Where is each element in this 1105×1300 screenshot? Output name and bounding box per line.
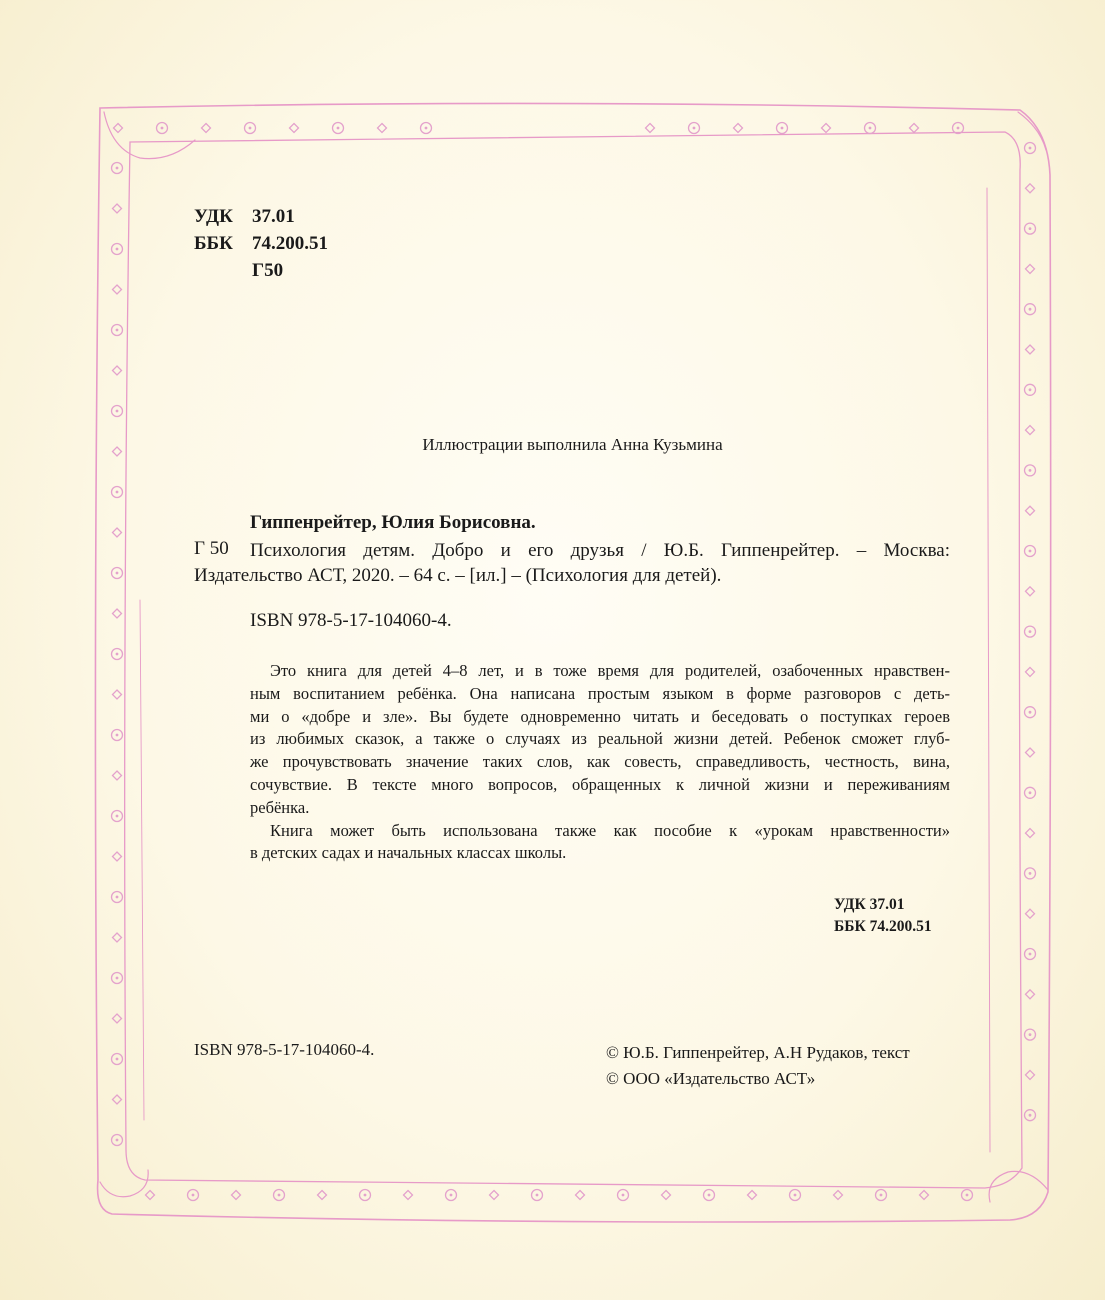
- circle-ornament-icon: [618, 1190, 629, 1201]
- circle-ornament-icon: [865, 123, 876, 134]
- bbk-row: [194, 230, 328, 257]
- header-classification-codes: [194, 203, 328, 284]
- circle-ornament-icon: [689, 123, 700, 134]
- diamond-ornament-icon: [113, 1014, 122, 1023]
- circle-ornament-icon: [1025, 465, 1036, 476]
- diamond-ornament-icon: [113, 285, 122, 294]
- diamond-ornament-icon: [748, 1191, 757, 1200]
- circle-ornament-icon: [1025, 1110, 1036, 1121]
- diamond-ornament-icon: [114, 124, 123, 133]
- circle-ornament-icon: [112, 973, 123, 984]
- circle-ornament-icon: [446, 1190, 457, 1201]
- diamond-ornament-icon: [113, 690, 122, 699]
- circle-ornament-icon: [777, 123, 788, 134]
- circle-ornament-icon: [112, 487, 123, 498]
- circle-ornament-icon: [1025, 868, 1036, 879]
- circle-ornament-icon: [1025, 787, 1036, 798]
- diamond-ornament-icon: [1026, 506, 1035, 515]
- diamond-ornament-icon: [113, 366, 122, 375]
- circle-ornament-icon: [188, 1190, 199, 1201]
- diamond-ornament-icon: [113, 933, 122, 942]
- author-mark-row: [194, 257, 328, 284]
- annotation-line: ми о «добре и зле». Вы будете одновременно читать и беседовать о поступках героев: [250, 706, 950, 726]
- illustrations-credit: Иллюстрации выполнила Анна Кузьмина: [422, 435, 723, 454]
- frame-curl-top: [104, 112, 195, 159]
- circle-ornament-icon: [112, 892, 123, 903]
- frame-curl-right: [1018, 112, 1046, 150]
- frame-curl-bottom-right: [989, 1171, 1048, 1202]
- diamond-ornament-icon: [1026, 264, 1035, 273]
- diamond-ornament-icon: [113, 771, 122, 780]
- diamond-ornament-icon: [146, 1191, 155, 1200]
- bibliographic-author: Гиппенрейтер, Юлия Борисовна.: [250, 512, 536, 533]
- diamond-ornament-icon: [404, 1191, 413, 1200]
- frame-hairline-right: [987, 188, 990, 1152]
- circle-ornament-icon: [112, 1135, 123, 1146]
- copyright-text: © Ю.Б. Гиппенрейтер, А.Н Рудаков, текст: [606, 1043, 910, 1062]
- circle-ornament-icon: [1025, 626, 1036, 637]
- annotation-line: Книга может быть использована также как пособие к «урокам нравственности»: [270, 820, 950, 840]
- diamond-ornament-icon: [1026, 345, 1035, 354]
- footer-classification-codes: [834, 894, 932, 938]
- diamond-ornament-icon: [576, 1191, 585, 1200]
- copyright-publisher: © ООО «Издательство АСТ»: [606, 1069, 816, 1088]
- frame-curl-bottom-left: [100, 1170, 148, 1197]
- udk-row: [194, 203, 328, 230]
- circle-ornament-icon: [953, 123, 964, 134]
- annotation-line: же прочувствовать значение таких слов, как совесть, справедливость, честность, вина,: [250, 752, 950, 772]
- circle-ornament-icon: [421, 123, 432, 134]
- diamond-ornament-icon: [1026, 587, 1035, 596]
- circle-ornament-icon: [1025, 707, 1036, 718]
- bbk-label: ББК: [194, 233, 233, 254]
- diamond-ornament-icon: [113, 609, 122, 618]
- circle-ornament-icon: [532, 1190, 543, 1201]
- footer-udk: УДК 37.01: [834, 896, 905, 913]
- diamond-ornament-icon: [662, 1191, 671, 1200]
- diamond-ornament-icon: [318, 1191, 327, 1200]
- circle-ornament-icon: [1025, 304, 1036, 315]
- diamond-ornament-icon: [822, 124, 831, 133]
- circle-ornament-icon: [112, 406, 123, 417]
- circle-ornament-icon: [112, 730, 123, 741]
- diamond-ornament-icon: [834, 1191, 843, 1200]
- circle-ornament-icon: [1025, 143, 1036, 154]
- circle-ornament-icon: [1025, 223, 1036, 234]
- circle-ornament-icon: [876, 1190, 887, 1201]
- circle-ornament-icon: [704, 1190, 715, 1201]
- diamond-ornament-icon: [113, 852, 122, 861]
- diamond-ornament-icon: [1026, 184, 1035, 193]
- udk-value: 37.01: [252, 206, 295, 227]
- diamond-ornament-icon: [910, 124, 919, 133]
- bbk-value: 74.200.51: [252, 233, 328, 254]
- diamond-ornament-icon: [646, 124, 655, 133]
- diamond-ornament-icon: [1026, 426, 1035, 435]
- diamond-ornament-icon: [113, 528, 122, 537]
- diamond-ornament-icon: [1026, 909, 1035, 918]
- circle-ornament-icon: [245, 123, 256, 134]
- copyright-block: [606, 1040, 910, 1092]
- circle-ornament-icon: [360, 1190, 371, 1201]
- circle-ornament-icon: [333, 123, 344, 134]
- diamond-ornament-icon: [202, 124, 211, 133]
- circle-ornament-icon: [112, 568, 123, 579]
- diamond-ornament-icon: [113, 204, 122, 213]
- annotation: [250, 660, 950, 865]
- diamond-ornament-icon: [1026, 990, 1035, 999]
- bibliographic-line-1: Психология детям. Добро и его друзья / Ю.Б. Гиппенрейтер. – Москва:: [250, 540, 950, 561]
- bibliographic-line-2: Издательство АСТ, 2020. – 64 с. – [ил.] – (Психология для детей).: [194, 565, 722, 586]
- annotation-line: сочувствие. В тексте много вопросов, обращенных к личной жизни и переживаниям: [250, 774, 950, 794]
- footer-isbn: ISBN 978-5-17-104060-4.: [194, 1040, 375, 1059]
- frame-hairline-left: [140, 600, 144, 1120]
- diamond-ornament-icon: [1026, 667, 1035, 676]
- circle-ornament-icon: [112, 244, 123, 255]
- annotation-line: ным воспитанием ребёнка. Она написана простым языком в форме разговоров с деть-: [250, 683, 950, 703]
- annotation-line: из любимых сказок, а также о случаях из реальной жизни детей. Ребенок сможет глуб-: [250, 729, 950, 749]
- diamond-ornament-icon: [490, 1191, 499, 1200]
- diamond-ornament-icon: [290, 124, 299, 133]
- circle-ornament-icon: [157, 123, 168, 134]
- circle-ornament-icon: [112, 1054, 123, 1065]
- bibliographic-isbn: ISBN 978-5-17-104060-4.: [250, 610, 452, 631]
- circle-ornament-icon: [1025, 384, 1036, 395]
- annotation-line: ребёнка.: [250, 797, 310, 817]
- diamond-ornament-icon: [113, 1095, 122, 1104]
- circle-ornament-icon: [1025, 1029, 1036, 1040]
- udk-label: УДК: [194, 206, 233, 227]
- diamond-ornament-icon: [920, 1191, 929, 1200]
- circle-ornament-icon: [112, 649, 123, 660]
- circle-ornament-icon: [962, 1190, 973, 1201]
- diamond-ornament-icon: [1026, 1070, 1035, 1079]
- circle-ornament-icon: [112, 325, 123, 336]
- diamond-ornament-icon: [378, 124, 387, 133]
- diamond-ornament-icon: [232, 1191, 241, 1200]
- annotation-line: Это книга для детей 4–8 лет, и в тоже время для родителей, озабоченных нравствен-: [270, 661, 950, 680]
- diamond-ornament-icon: [1026, 748, 1035, 757]
- circle-ornament-icon: [790, 1190, 801, 1201]
- circle-ornament-icon: [112, 811, 123, 822]
- circle-ornament-icon: [1025, 949, 1036, 960]
- annotation-line: в детских садах и начальных классах школы.: [250, 843, 567, 863]
- author-mark: Г50: [252, 260, 284, 281]
- circle-ornament-icon: [112, 163, 123, 174]
- circle-ornament-icon: [1025, 546, 1036, 557]
- diamond-ornament-icon: [1026, 829, 1035, 838]
- footer-bbk: ББК 74.200.51: [834, 918, 932, 935]
- bibliographic-classmark: Г 50: [194, 538, 229, 559]
- circle-ornament-icon: [274, 1190, 285, 1201]
- diamond-ornament-icon: [734, 124, 743, 133]
